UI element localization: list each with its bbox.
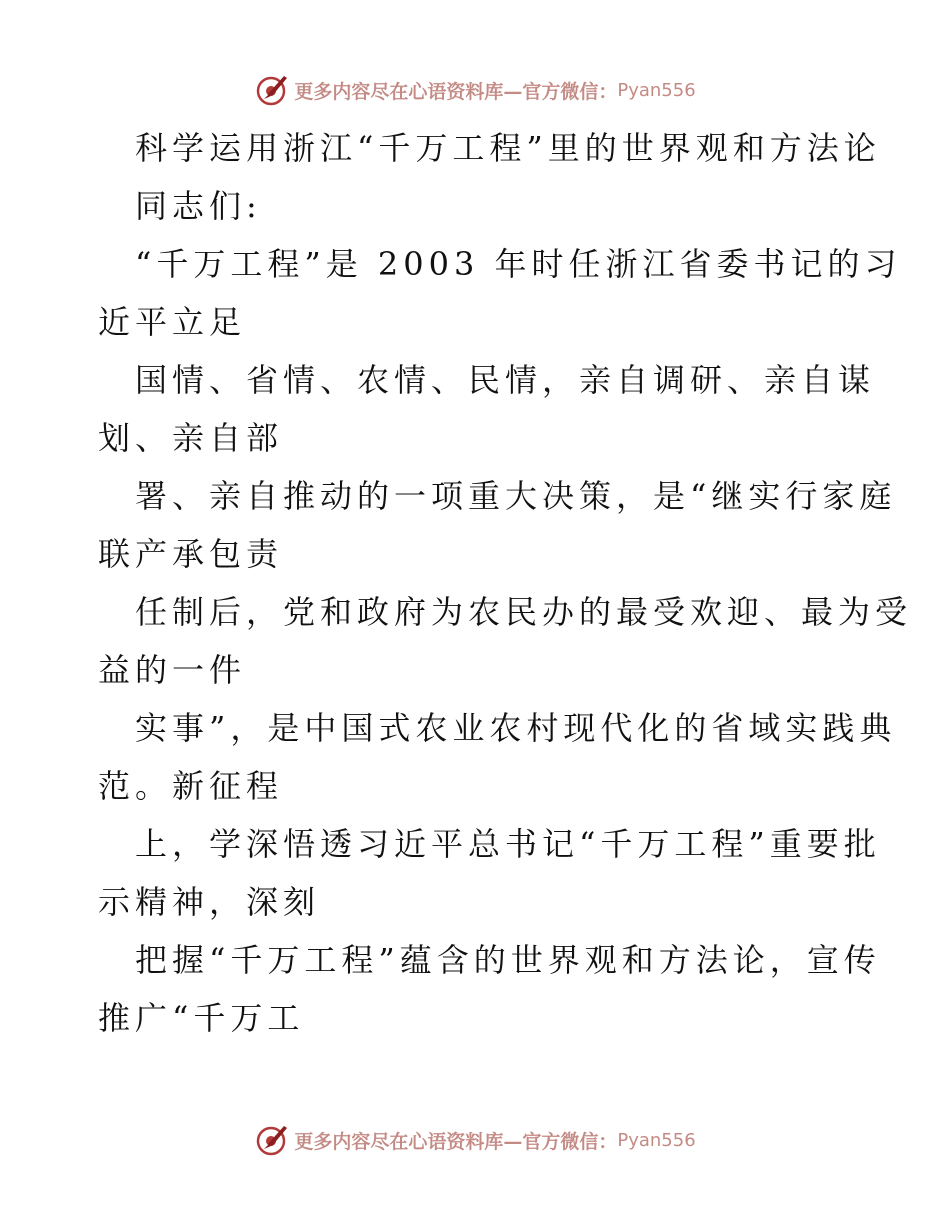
body-line: 同志们: (135, 187, 262, 225)
watermark-wechat-id: Pyan556 (617, 79, 696, 101)
feather-pen-circle-icon (254, 72, 290, 108)
body-line: 实事”，是中国式农业农村现代化的省域实践典 (135, 709, 897, 747)
watermark-text: 更多内容尽在心语资料库—官方微信： (294, 1130, 618, 1153)
body-line: 署、亲自推动的一项重大决策，是“继实行家庭 (135, 477, 897, 515)
footer-watermark (0, 1120, 950, 1160)
body-line: 任制后，党和政府为农民办的最受欢迎、最为受 (135, 593, 913, 631)
body-line: “千万工程”是 2003 年时任浙江省委书记的习 (135, 245, 902, 283)
body-line: 范。新征程 (98, 767, 284, 805)
body-line: 近平立足 (98, 303, 247, 341)
body-line: 划、亲自部 (98, 419, 284, 457)
header-watermark (0, 70, 950, 110)
body-line: 示精神，深刻 (98, 883, 321, 921)
body-line: 推广“千万工 (98, 999, 305, 1037)
body-line: 把握“千万工程”蕴含的世界观和方法论，宣传 (135, 941, 881, 979)
body-line: 国情、省情、农情、民情，亲自调研、亲自谋 (135, 361, 876, 399)
watermark-wechat-id: Pyan556 (617, 1129, 696, 1151)
document-title: 科学运用浙江“千万工程”里的世界观和方法论 (135, 129, 881, 167)
body-line: 联产承包责 (98, 535, 284, 573)
watermark-text: 更多内容尽在心语资料库—官方微信： (294, 80, 618, 103)
body-line: 上，学深悟透习近平总书记“千万工程”重要批 (135, 825, 881, 863)
body-line: 益的一件 (98, 651, 247, 689)
feather-pen-circle-icon (254, 1122, 290, 1158)
